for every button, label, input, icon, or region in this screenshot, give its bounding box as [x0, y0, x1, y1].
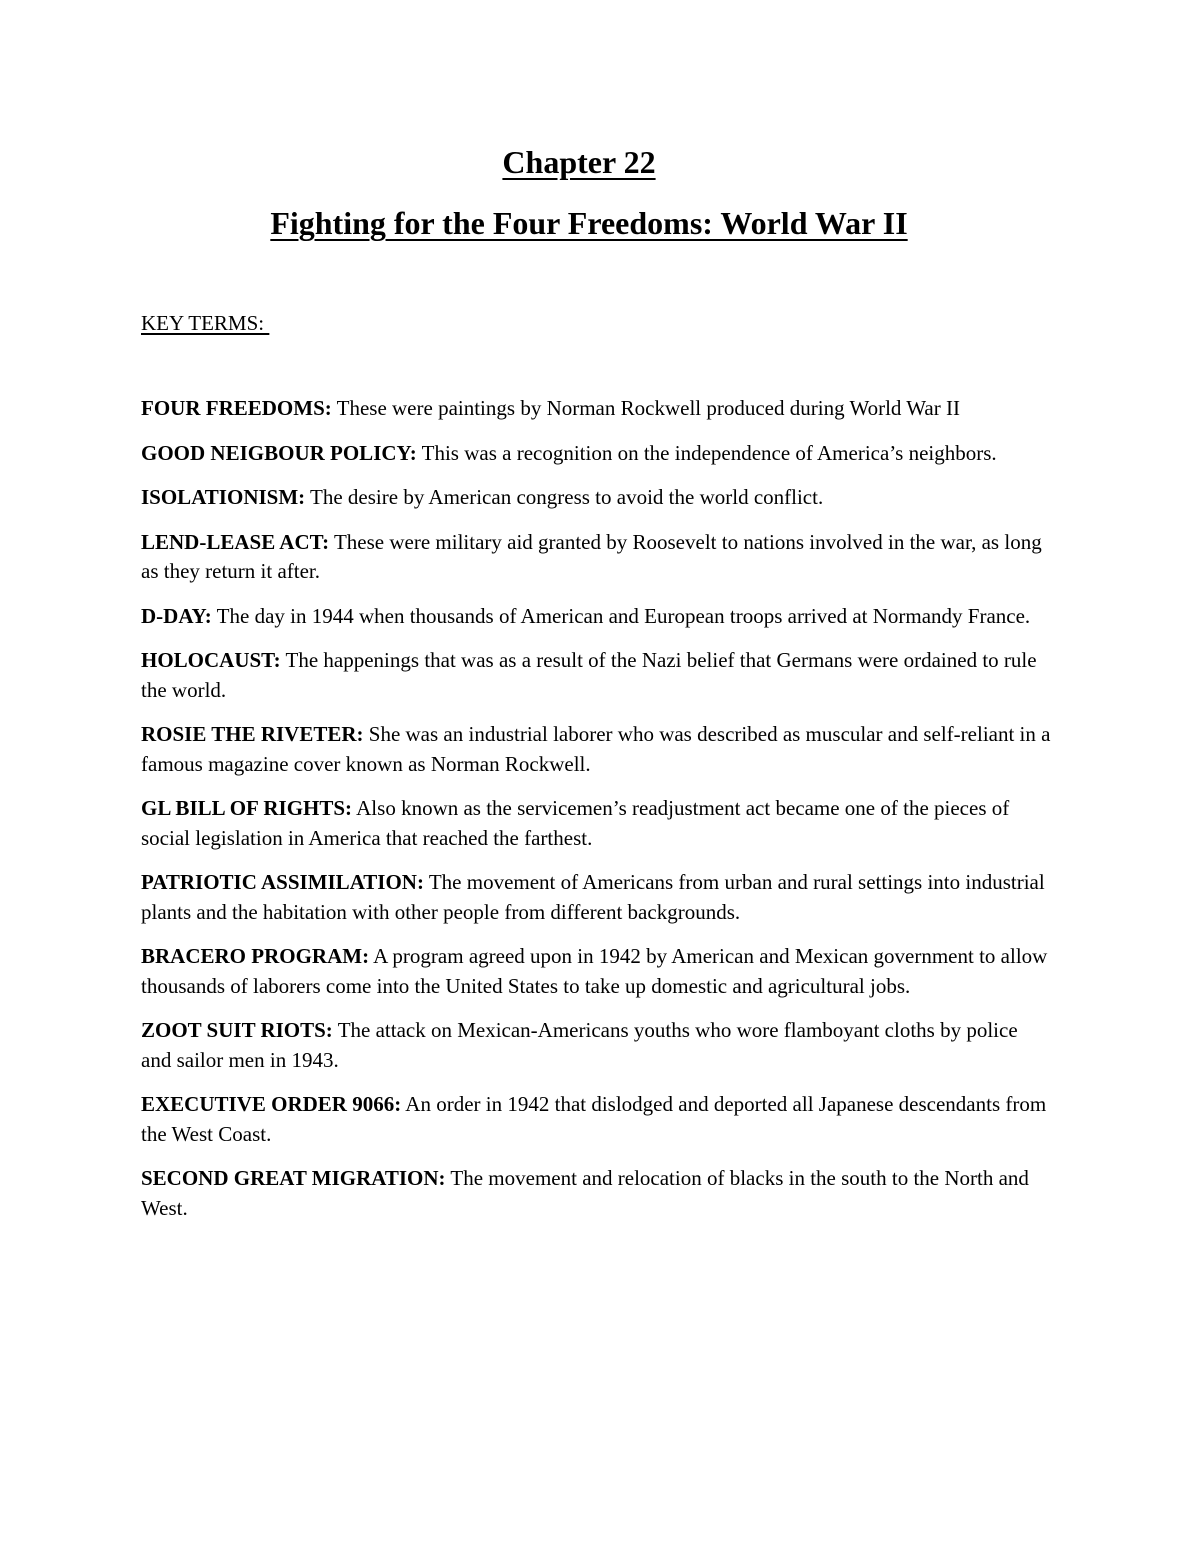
key-term	[141, 720, 1051, 779]
term-definition: A program agreed upon in 1942 by American and Mexican government to allow thousands of laborers come into the United States to take up domestic and agricultural jobs.	[141, 944, 1048, 998]
key-term	[141, 1164, 1051, 1223]
key-term	[141, 1090, 1051, 1149]
key-term	[141, 483, 1051, 513]
key-terms-list	[141, 394, 1051, 1238]
term-name: HOLOCAUST:	[141, 648, 281, 672]
term-definition: Also known as the servicemen’s readjustment act became one of the pieces of social legislation in America that reached the farthest.	[141, 796, 1010, 850]
key-term	[141, 528, 1051, 587]
key-term	[141, 602, 1051, 632]
term-name: FOUR FREEDOMS:	[141, 396, 332, 420]
term-name: BRACERO PROGRAM:	[141, 944, 370, 968]
term-name: D-DAY:	[141, 603, 212, 628]
term-name: GOOD NEIGBOUR POLICY:	[141, 440, 417, 465]
term-definition: These were military aid granted by Roosevelt to nations involved in the war, as long as they return it after.	[141, 529, 1042, 583]
chapter-heading: Chapter 22	[502, 144, 656, 180]
term-name: PATRIOTIC ASSIMILATION:	[141, 870, 424, 894]
term-definition: An order in 1942 that dislodged and deported all Japanese descendants from the West Coast.	[141, 1092, 1047, 1146]
key-term	[141, 1016, 1051, 1075]
term-name: GL BILL OF RIGHTS:	[141, 796, 353, 820]
term-definition: The day in 1944 when thousands of American and European troops arrived at Normandy France.	[216, 603, 1031, 628]
term-definition: The desire by American congress to avoid the world conflict.	[310, 485, 824, 509]
term-name: ROSIE THE RIVETER:	[141, 722, 364, 746]
key-terms-heading: KEY TERMS:	[141, 311, 270, 335]
term-definition: This was a recognition on the independence of America’s neighbors.	[421, 440, 997, 465]
key-term	[141, 394, 1051, 424]
term-name: LEND-LEASE ACT:	[141, 529, 330, 554]
term-definition: These were paintings by Norman Rockwell produced during World War II	[336, 396, 960, 420]
term-name: EXECUTIVE ORDER 9066:	[141, 1092, 402, 1116]
term-definition: The happenings that was as a result of the Nazi belief that Germans were ordained to rule the world.	[141, 648, 1037, 702]
term-name: ISOLATIONISM:	[141, 485, 306, 509]
term-definition: The movement of Americans from urban and rural settings into industrial plants and the habitation with other people from different backgrounds.	[141, 870, 1045, 924]
key-term	[141, 439, 1051, 469]
chapter-title: Fighting for the Four Freedoms: World War II	[270, 205, 908, 241]
key-term	[141, 942, 1051, 1001]
term-name: SECOND GREAT MIGRATION:	[141, 1166, 446, 1190]
key-term	[141, 646, 1051, 705]
term-definition: The movement and relocation of blacks in the south to the North and West.	[141, 1166, 1029, 1220]
key-term	[141, 794, 1051, 853]
term-definition: The attack on Mexican-Americans youths who wore flamboyant cloths by police and sailor men in 1943.	[141, 1018, 1018, 1072]
term-name: ZOOT SUIT RIOTS:	[141, 1018, 333, 1042]
key-term	[141, 868, 1051, 927]
term-definition: She was an industrial laborer who was described as muscular and self-reliant in a famous magazine cover known as Norman Rockwell.	[141, 722, 1051, 776]
